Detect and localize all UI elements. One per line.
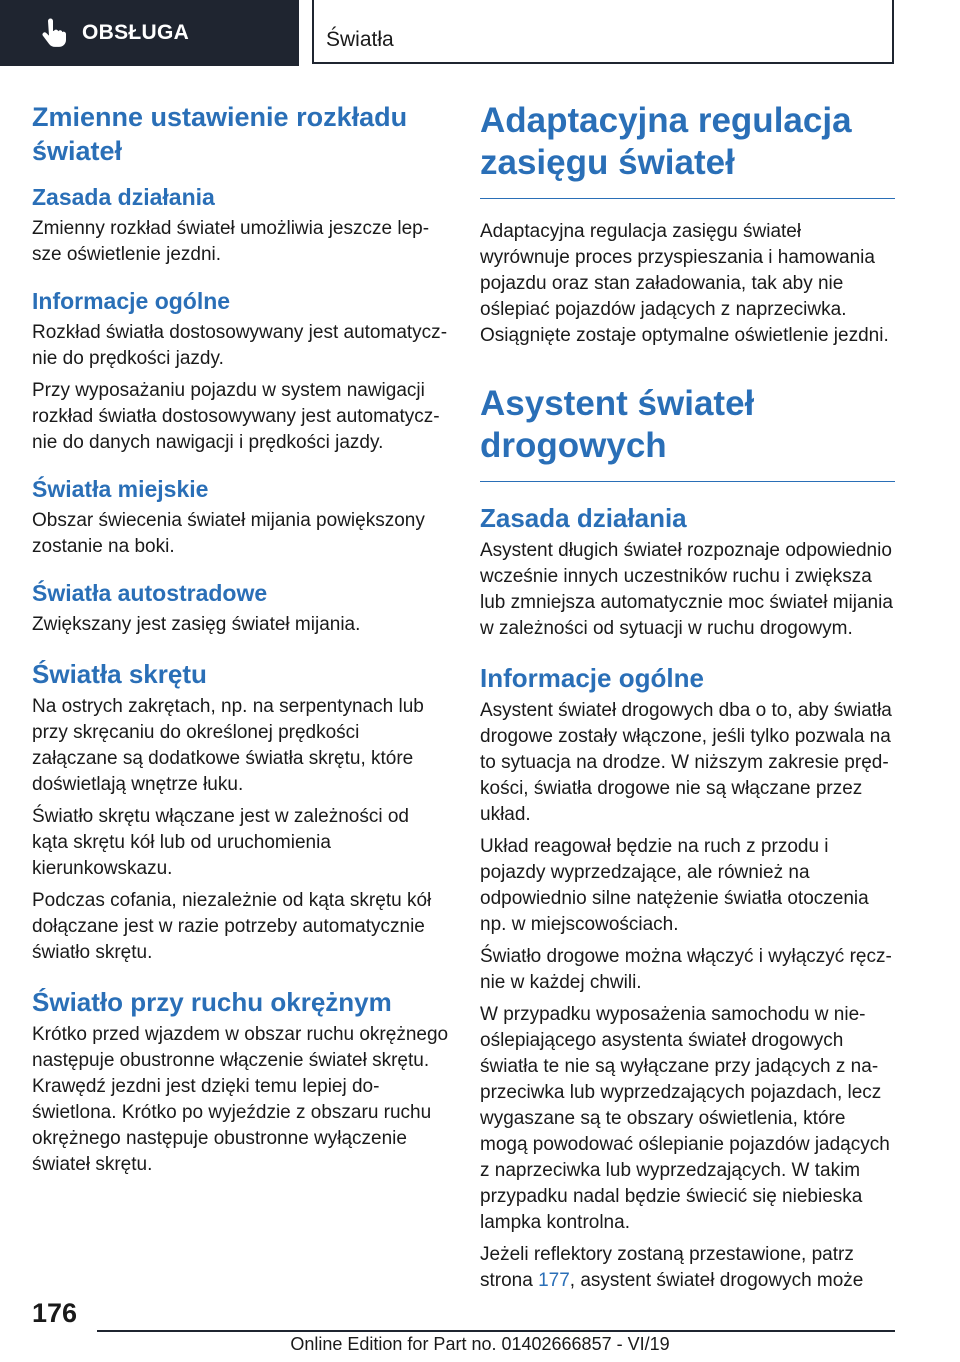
paragraph: W przypadku wyposażenia samochodu w nieoślepiającego asystenta świateł drogowych światła te nie są wyłączane przy jadących z naprzeciwka lub wyprzedzających pojazdach, lecz wygaszane są te obszary oświetlenia, które mogą powodować oślepianie pojazdów jadących z naprzeciwka lub wyprzedzających. W takim przypadku nadal będzie świecić się niebieska lampka kontrolna. xyxy=(480,1004,890,1233)
heading-zasada-dzialania: Zasada działania xyxy=(32,184,215,210)
left-column xyxy=(32,100,450,1184)
hand-pointer-icon xyxy=(40,18,66,48)
chapter-title-high-beam-assistant: Asystent świateł drogowych xyxy=(480,383,895,482)
paragraph: Asystent długich świateł rozpoznaje odpowiednio wcześnie innych uczestników ruchu i zwiększa lub zmniejsza automatycznie moc świateł mijania w zależności od sytuacji w ruchu drogowym. xyxy=(480,540,893,639)
paragraph: Przy wyposażaniu pojazdu w system nawigacji rozkład światła dostosowywany jest automatycznie do danych nawigacji i prędkości jazdy. xyxy=(32,380,440,453)
paragraph: Rozkład światła dostosowywany jest automatycznie do prędkości jazdy. xyxy=(32,322,448,369)
paragraph: Światło skrętu włączane jest w zależności od kąta skrętu kół lub od uruchomienia kierunkowskazu. xyxy=(32,806,410,879)
chapter-box xyxy=(312,0,894,64)
paragraph: Krótko przed wjazdem w obszar ruchu okrężnego następuje obustronne włączenie świateł skrętu. Krawędź jezdni jest dzięki temu lepiej doświetlona. Krótko po wyjeździe z obszaru ruchu okrężnego następuje obustronne wyłączenie świateł skrętu. xyxy=(32,1024,449,1175)
heading-swiatla-autostradowe: Światła autostradowe xyxy=(32,580,268,606)
heading-swiatla-skretu: Światła skrętu xyxy=(32,659,207,689)
paragraph: Na ostrych zakrętach, np. na serpentynach lub przy skręcaniu do określonej prędkości załączane są dodatkowe światła skrętu, które doświetlają wnętrze łuku. xyxy=(32,696,424,795)
section-tab xyxy=(0,0,299,66)
chapter-label: Światła xyxy=(326,28,394,51)
paragraph: Zmienny rozkład świateł umożliwia jeszcze lepsze oświetlenie jezdni. xyxy=(32,218,430,265)
page-header xyxy=(0,0,960,66)
paragraph-text: Jeżeli reflektory zostaną przestawione, patrz strona xyxy=(480,1244,854,1291)
page-number: 176 xyxy=(32,1298,78,1328)
footer-divider xyxy=(97,1330,895,1332)
right-column xyxy=(480,100,895,1300)
paragraph: Podczas cofania, niezależnie od kąta skrętu kół dołączane jest w razie potrzeby automatycznie światło skrętu. xyxy=(32,890,432,963)
edition-info: Online Edition for Part no. 01402666857 - VI/19 xyxy=(290,1334,670,1354)
paragraph-text: , asystent świateł drogowych może xyxy=(569,1270,864,1291)
section-label: OBSŁUGA xyxy=(82,21,190,44)
section-title-variable-light: Zmienne ustawienie rozkładu świateł xyxy=(32,102,408,166)
paragraph: Układ reagował będzie na ruch z przodu i pojazdy wyprzedzające, ale również na odpowiednio silne natężenie światła otoczenia np. w miejscowościach. xyxy=(480,836,869,935)
chapter-title-adaptive-range: Adaptacyjna regulacja zasięgu świateł xyxy=(480,100,895,199)
paragraph: Zwiększany jest zasięg świateł mijania. xyxy=(32,614,361,635)
heading-swiatlo-ruch-okrezny: Światło przy ruchu okrężnym xyxy=(32,987,392,1017)
paragraph: Światło drogowe można włączyć i wyłączyć ręcznie w każdej chwili. xyxy=(480,946,892,993)
paragraph: Obszar świecenia świateł mijania powiększony zostanie na boki. xyxy=(32,510,425,557)
heading-informacje-ogolne: Informacje ogólne xyxy=(480,663,704,693)
heading-swiatla-miejskie: Światła miejskie xyxy=(32,476,209,502)
paragraph: Asystent świateł drogowych dba o to, aby światła drogowe zostały włączone, jeśli tylko pozwala na to sytuacja na drodze. W niższym zakresie prędkości, światła drogowe nie są włączane przez układ. xyxy=(480,700,892,825)
paragraph-with-link xyxy=(480,1242,895,1294)
page-link-177[interactable]: 177 xyxy=(538,1270,570,1291)
paragraph: Adaptacyjna regulacja zasięgu świateł wyrównuje proces przyspieszania i hamowania pojazdu oraz stan załadowania, tak aby nie oślepiać pojazdów jadących z naprzeciwka. Osiągnięte zostaje optymalne oświetlenie jezdni. xyxy=(480,221,889,346)
heading-informacje-ogolne: Informacje ogólne xyxy=(32,288,231,314)
heading-zasada-dzialania: Zasada działania xyxy=(480,503,687,533)
